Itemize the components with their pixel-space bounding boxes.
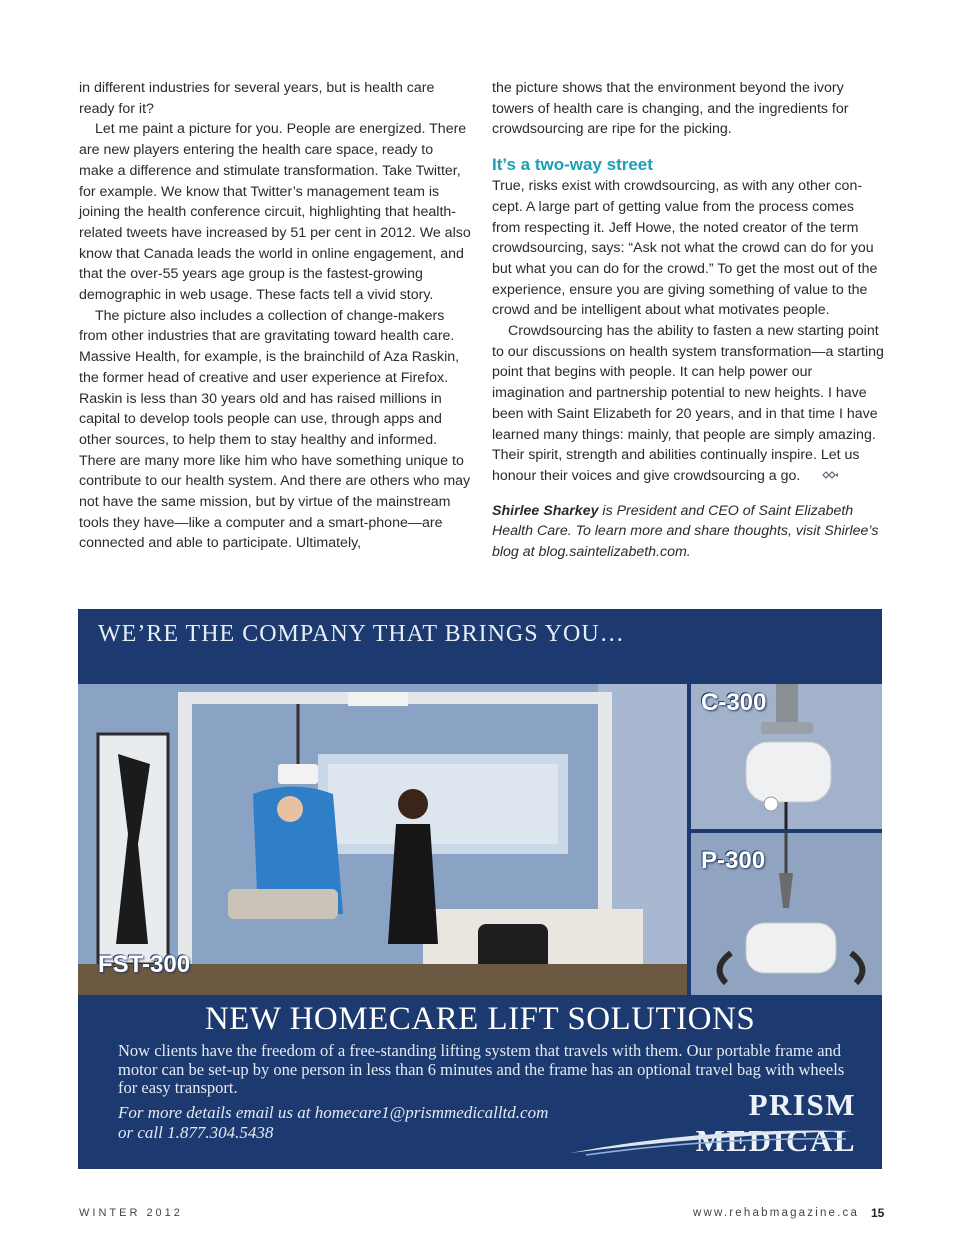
article-paragraph: Let me paint a picture for you. People are energized. There are new players entering the health care space, ready to make a difference and stimulate transformation. Take Twitter, for example. We know that Twitter’s management team is joining the health conference circuit, highlighting that health-related tweets have increased by 51 per cent in 2012. We also know that Canada leads the world in online engagement, and that the over-55 years age group is the fastest-growing demographic in web usage. These facts tell a vivid story.	[79, 121, 471, 304]
article-paragraph: the picture shows that the environment beyond the ivory towers of health care is changing, and the ingredients for crowdsourcing are ripe for the picking.	[492, 80, 849, 138]
model-label-fst300: FST-300	[98, 951, 191, 978]
article-paragraph: True, risks exist with crowdsourcing, as with any other con-cept. A large part of getting value from the process comes from respecting it. Jeff Howe, the noted creator of the term crowdsourcing, says: “Ask not what the crowd can do for you but what you can do for the crowd.” To get the most out of the experience, ensure you are giving something of value to the crowd and be intelligent about what motivates people.	[492, 178, 878, 319]
article-paragraph: in different industries for several years, but is health care ready for it?	[79, 80, 435, 117]
ad-headline: NEW HOMECARE LIFT SOLUTIONS	[204, 1001, 756, 1037]
ad-contact-email[interactable]: For more details email us at homecare1@prismmedicalltd.com	[118, 1103, 549, 1122]
ad-tagline: WE’RE THE COMPANY THAT BRINGS YOU…	[98, 621, 625, 647]
ad-contact-info	[118, 1103, 578, 1142]
prism-medical-advertisement	[78, 609, 882, 1169]
article-right-column	[492, 78, 884, 563]
article-paragraph: The picture also includes a collection of change-makers from other industries that are gravitating toward health care. Massive Health, for example, is the brainchild of Aza Raskin, the former head of creative and user experience at Firefox. Raskin is less than 30 years old and has raised millions in capital to develop tools people can use, through apps and other sources, to help them to stay healthy and informed. There are many more like him who have something unique to contribute to our health system. And there are others who may not have the same mission, but by virtue of the mainstream tools they have—like a computer and a smart-phone—are connected and able to participate. Ultimately,	[79, 307, 471, 552]
magazine-url[interactable]: www.rehabmagazine.ca	[693, 1207, 860, 1219]
page-number: 15	[871, 1206, 885, 1220]
article-final-text: Crowdsourcing has the ability to fasten a new starting point to our discussions on health system transformation—a starting point that begins with people. It can help power our imagination and partnership potential to new heights. I have been with Saint Elizabeth for 20 years, and in that time I have learned many things: mainly, that people are simply amazing. Their spirit, strength and abilities continually inspire. Let us honour their voices and give crowdsourcing a go.	[492, 323, 884, 485]
author-bio	[492, 501, 884, 563]
article-paragraph-final	[492, 321, 884, 487]
end-mark-icon	[806, 466, 840, 487]
ad-contact-phone[interactable]: or call 1.877.304.5438	[118, 1122, 274, 1142]
author-name: Shirlee Sharkey	[492, 502, 599, 519]
issue-date: WINTER 2012	[79, 1207, 183, 1219]
ad-photo-p300	[691, 833, 882, 995]
logo-swoosh-icon	[566, 1121, 856, 1157]
ad-body-text: Now clients have the freedom of a free-standing lifting system that travels with them. Our portable frame and motor can be set-up by one person in less than 6 minutes and the frame has an optional travel bag with wheels for easy transport.	[118, 1041, 845, 1097]
section-subheading: It’s a two-way street	[492, 155, 653, 175]
model-label-p300: P-300	[701, 847, 766, 874]
prism-medical-logo: PRISM MEDICAL	[695, 1087, 856, 1158]
ad-photo-c300	[691, 684, 882, 829]
article-left-column	[79, 78, 471, 554]
ad-photo-fst300	[78, 684, 687, 995]
model-label-c300: C-300	[701, 689, 767, 716]
bedroom-lift-illustration	[78, 684, 687, 995]
author-bio-text: is President and CEO of Saint Elizabeth Health Care. To learn more and share thoughts, visit Shirlee’s blog at blog.saintelizabeth.com.	[492, 502, 879, 561]
